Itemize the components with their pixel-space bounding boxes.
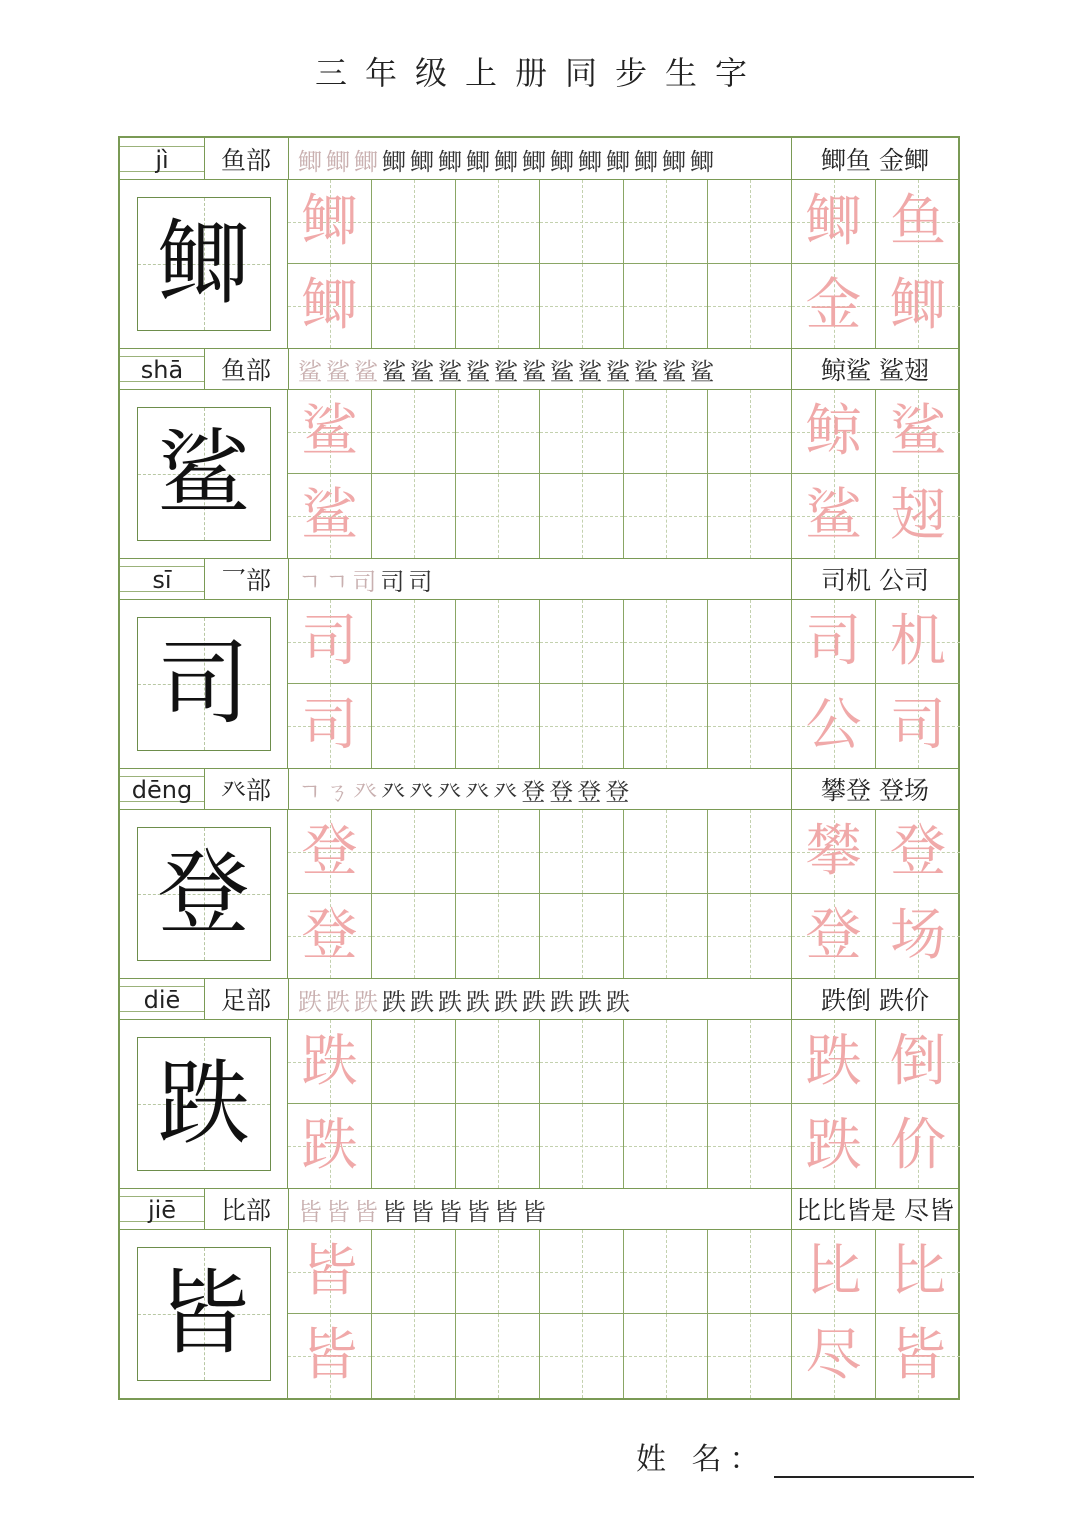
stroke-order-step: 跌 bbox=[438, 987, 462, 1016]
stroke-order-step: 皆 bbox=[494, 1197, 518, 1226]
writing-cell[interactable] bbox=[708, 684, 792, 768]
writing-cell[interactable] bbox=[456, 390, 540, 474]
example-words: 鲫鱼 金鲫 bbox=[821, 146, 929, 175]
writing-grid bbox=[288, 810, 958, 978]
writing-grid bbox=[288, 1020, 958, 1188]
page-title: 三年级上册同步生字 bbox=[314, 54, 765, 92]
writing-cell[interactable] bbox=[708, 894, 792, 978]
stroke-order-step: 鲫 bbox=[606, 147, 630, 176]
writing-cell[interactable] bbox=[372, 180, 456, 264]
stroke-order-step: 鲫 bbox=[298, 147, 322, 176]
stroke-order-step: 鲨 bbox=[578, 357, 602, 386]
pinyin-cell bbox=[120, 768, 205, 810]
word-trace-character: 攀 bbox=[805, 818, 862, 884]
writing-cell[interactable] bbox=[372, 1230, 456, 1314]
stroke-order-step: ㄱ bbox=[298, 777, 322, 806]
radical: 癶部 bbox=[204, 768, 289, 810]
writing-cell[interactable] bbox=[540, 1314, 624, 1398]
writing-cell[interactable] bbox=[540, 474, 624, 558]
radical: 足部 bbox=[204, 978, 289, 1020]
trace-cell[interactable] bbox=[288, 180, 372, 264]
word-trace-character: 鲨 bbox=[890, 398, 946, 464]
writing-cell[interactable] bbox=[456, 180, 540, 264]
stroke-order-step: 鲫 bbox=[326, 147, 350, 176]
writing-cell[interactable] bbox=[372, 894, 456, 978]
writing-cell[interactable] bbox=[624, 390, 708, 474]
trace-character: 司 bbox=[301, 608, 358, 674]
stroke-order-step: 皆 bbox=[382, 1197, 406, 1226]
stroke-order-step: 跌 bbox=[578, 987, 602, 1016]
writing-cell[interactable] bbox=[456, 264, 540, 348]
stroke-order-step: 鲫 bbox=[438, 147, 462, 176]
stroke-order-step: 皆 bbox=[354, 1197, 378, 1226]
writing-cell[interactable] bbox=[624, 684, 708, 768]
model-character: 登 bbox=[157, 840, 250, 947]
writing-grid bbox=[288, 1230, 958, 1398]
stroke-order-step: 皆 bbox=[410, 1197, 434, 1226]
writing-area bbox=[120, 1230, 958, 1399]
trace-cell[interactable] bbox=[288, 264, 372, 348]
pinyin-cell bbox=[120, 558, 205, 600]
stroke-order-step: 皆 bbox=[466, 1197, 490, 1226]
trace-character: 皆 bbox=[301, 1323, 358, 1388]
writing-cell[interactable] bbox=[372, 1020, 456, 1104]
stroke-order-step: 鲫 bbox=[354, 147, 378, 176]
word-trace-character: 登 bbox=[890, 818, 946, 884]
model-character-box bbox=[137, 827, 271, 961]
stroke-order-step: 鲫 bbox=[550, 147, 574, 176]
word-trace-character: 尽 bbox=[805, 1323, 862, 1388]
pinyin: jiē bbox=[147, 1196, 177, 1224]
example-words: 司机 公司 bbox=[821, 566, 929, 595]
writing-cell[interactable] bbox=[456, 474, 540, 558]
stroke-order-step: 癶 bbox=[465, 777, 490, 806]
word-trace-character: 公 bbox=[805, 693, 862, 758]
word-trace-cell[interactable] bbox=[876, 264, 960, 348]
word-trace-character: 比 bbox=[805, 1238, 862, 1304]
pinyin-cell bbox=[120, 1188, 205, 1230]
writing-cell[interactable] bbox=[372, 684, 456, 768]
writing-cell[interactable] bbox=[624, 600, 708, 684]
stroke-order-step: 鲨 bbox=[354, 357, 378, 386]
example-words: 比比皆是 尽皆 bbox=[796, 1196, 954, 1225]
stroke-order-step: 跌 bbox=[410, 987, 434, 1016]
stroke-order-step: 鲫 bbox=[466, 147, 490, 176]
writing-cell[interactable] bbox=[456, 600, 540, 684]
trace-character: 皆 bbox=[301, 1238, 358, 1304]
writing-cell[interactable] bbox=[540, 1020, 624, 1104]
word-trace-cell[interactable] bbox=[876, 1104, 960, 1188]
stroke-order-step: 鲨 bbox=[550, 357, 574, 386]
word-trace-character: 司 bbox=[890, 693, 946, 758]
word-trace-character: 鲫 bbox=[805, 188, 862, 254]
model-character-box bbox=[137, 197, 271, 331]
writing-cell[interactable] bbox=[540, 1230, 624, 1314]
trace-character: 登 bbox=[301, 818, 358, 884]
stroke-order-step: 跌 bbox=[354, 987, 378, 1016]
stroke-order-step: 跌 bbox=[298, 987, 322, 1016]
writing-cell[interactable] bbox=[456, 1020, 540, 1104]
character-block bbox=[120, 138, 958, 349]
model-character-cell bbox=[120, 1020, 288, 1188]
stroke-order-step: 跌 bbox=[382, 987, 406, 1016]
pinyin: jì bbox=[155, 146, 169, 174]
word-trace-character: 翅 bbox=[890, 483, 946, 548]
pinyin: diē bbox=[143, 986, 181, 1014]
stroke-order-step: 皆 bbox=[326, 1197, 350, 1226]
word-trace-cell[interactable] bbox=[792, 264, 876, 348]
trace-character: 司 bbox=[301, 693, 358, 758]
stroke-order-step: 癶 bbox=[381, 777, 406, 806]
trace-character: 鲫 bbox=[301, 273, 358, 338]
writing-cell[interactable] bbox=[624, 894, 708, 978]
pinyin: dēng bbox=[131, 776, 193, 804]
radical: 鱼部 bbox=[204, 138, 289, 180]
writing-cell[interactable] bbox=[708, 264, 792, 348]
word-trace-character: 皆 bbox=[890, 1323, 946, 1388]
word-trace-cell[interactable] bbox=[792, 180, 876, 264]
writing-cell[interactable] bbox=[372, 600, 456, 684]
writing-cell[interactable] bbox=[372, 810, 456, 894]
word-trace-cell[interactable] bbox=[876, 180, 960, 264]
writing-grid bbox=[288, 390, 958, 558]
writing-cell[interactable] bbox=[540, 390, 624, 474]
writing-cell[interactable] bbox=[624, 1230, 708, 1314]
model-character-cell bbox=[120, 1230, 288, 1398]
writing-cell[interactable] bbox=[372, 474, 456, 558]
stroke-order-step: 鲨 bbox=[494, 357, 518, 386]
writing-cell[interactable] bbox=[624, 1104, 708, 1188]
writing-cell[interactable] bbox=[624, 1020, 708, 1104]
word-trace-cell[interactable] bbox=[792, 810, 876, 894]
stroke-order-step: 登 bbox=[549, 777, 574, 806]
word-trace-character: 司 bbox=[805, 608, 862, 674]
writing-cell[interactable] bbox=[372, 1104, 456, 1188]
pinyin-cell bbox=[120, 978, 205, 1020]
word-trace-cell[interactable] bbox=[792, 600, 876, 684]
word-trace-cell[interactable] bbox=[876, 600, 960, 684]
model-character-box bbox=[137, 617, 271, 751]
writing-cell[interactable] bbox=[456, 1314, 540, 1398]
writing-cell[interactable] bbox=[708, 180, 792, 264]
stroke-order-step: 鲫 bbox=[662, 147, 686, 176]
character-header-row bbox=[120, 138, 958, 180]
model-character: 司 bbox=[157, 630, 250, 737]
character-header-row bbox=[120, 768, 958, 810]
stroke-order-step: 跌 bbox=[606, 987, 630, 1016]
word-trace-character: 价 bbox=[890, 1113, 946, 1178]
writing-area bbox=[120, 810, 958, 979]
stroke-order-step: 癶 bbox=[353, 777, 378, 806]
trace-cell[interactable] bbox=[288, 1104, 372, 1188]
writing-cell[interactable] bbox=[456, 1230, 540, 1314]
pinyin-cell bbox=[120, 348, 205, 390]
word-trace-character: 跌 bbox=[805, 1113, 862, 1178]
stroke-order-step: 鲨 bbox=[522, 357, 546, 386]
stroke-order-step: 司 bbox=[380, 567, 405, 596]
writing-cell[interactable] bbox=[540, 810, 624, 894]
word-trace-character: 鲫 bbox=[890, 273, 946, 338]
stroke-order-step: 癶 bbox=[437, 777, 462, 806]
word-trace-cell[interactable] bbox=[876, 810, 960, 894]
character-header-row bbox=[120, 978, 958, 1020]
stroke-order bbox=[288, 1188, 792, 1230]
stroke-order-step: 鲨 bbox=[634, 357, 658, 386]
trace-cell[interactable] bbox=[288, 810, 372, 894]
writing-cell[interactable] bbox=[624, 264, 708, 348]
stroke-order-step: 司 bbox=[352, 567, 377, 596]
writing-cell[interactable] bbox=[708, 810, 792, 894]
stroke-order-step: 鲫 bbox=[634, 147, 658, 176]
character-block bbox=[120, 348, 958, 559]
stroke-order-step: 跌 bbox=[326, 987, 350, 1016]
character-block bbox=[120, 978, 958, 1189]
word-trace-character: 金 bbox=[805, 273, 862, 338]
word-trace-cell[interactable] bbox=[876, 1020, 960, 1104]
word-trace-character: 登 bbox=[805, 903, 862, 968]
stroke-order-step: 皆 bbox=[438, 1197, 462, 1226]
stroke-order-step: 鲨 bbox=[326, 357, 350, 386]
stroke-order-step: 鲫 bbox=[410, 147, 434, 176]
model-character: 跌 bbox=[157, 1050, 250, 1157]
writing-cell[interactable] bbox=[708, 390, 792, 474]
writing-cell[interactable] bbox=[456, 684, 540, 768]
writing-cell[interactable] bbox=[540, 600, 624, 684]
model-character-cell bbox=[120, 390, 288, 558]
stroke-order-step: 跌 bbox=[494, 987, 518, 1016]
writing-cell[interactable] bbox=[708, 1314, 792, 1398]
stroke-order-step: 鲨 bbox=[606, 357, 630, 386]
trace-character: 鲨 bbox=[301, 483, 358, 548]
word-trace-cell[interactable] bbox=[792, 474, 876, 558]
writing-cell[interactable] bbox=[708, 1020, 792, 1104]
writing-area bbox=[120, 600, 958, 769]
stroke-order-step: 鲫 bbox=[494, 147, 518, 176]
stroke-order-step: 跌 bbox=[522, 987, 546, 1016]
model-character: 鲨 bbox=[157, 420, 250, 527]
stroke-order-step: 鲨 bbox=[382, 357, 406, 386]
model-character: 皆 bbox=[157, 1260, 250, 1367]
writing-area bbox=[120, 180, 958, 349]
writing-grid bbox=[288, 180, 958, 348]
trace-cell[interactable] bbox=[288, 1314, 372, 1398]
writing-cell[interactable] bbox=[540, 684, 624, 768]
trace-cell[interactable] bbox=[288, 1020, 372, 1104]
example-words: 攀登 登场 bbox=[821, 776, 929, 805]
writing-cell[interactable] bbox=[372, 264, 456, 348]
word-trace-character: 机 bbox=[890, 608, 946, 674]
stroke-order-step: 跌 bbox=[550, 987, 574, 1016]
character-block bbox=[120, 768, 958, 979]
character-block bbox=[120, 558, 958, 769]
stroke-order-step: 登 bbox=[521, 777, 546, 806]
word-trace-character: 鲸 bbox=[805, 398, 862, 464]
writing-cell[interactable] bbox=[456, 810, 540, 894]
word-trace-cell[interactable] bbox=[792, 390, 876, 474]
writing-cell[interactable] bbox=[708, 474, 792, 558]
pinyin-cell bbox=[120, 138, 205, 180]
writing-cell[interactable] bbox=[372, 1314, 456, 1398]
word-trace-character: 跌 bbox=[805, 1028, 862, 1094]
stroke-order-step: 鲨 bbox=[410, 357, 434, 386]
stroke-order-step: 司 bbox=[408, 567, 433, 596]
writing-cell[interactable] bbox=[456, 894, 540, 978]
stroke-order-step: ㄱ bbox=[298, 567, 322, 596]
stroke-order-step: 鲫 bbox=[578, 147, 602, 176]
model-character-box bbox=[137, 407, 271, 541]
word-trace-cell[interactable] bbox=[876, 474, 960, 558]
writing-cell[interactable] bbox=[624, 1314, 708, 1398]
stroke-order-step: 鲨 bbox=[298, 357, 322, 386]
stroke-order-step: 鲫 bbox=[690, 147, 714, 176]
stroke-order-step: 登 bbox=[605, 777, 630, 806]
trace-character: 跌 bbox=[301, 1028, 358, 1094]
name-label: 姓 名： bbox=[636, 1442, 768, 1477]
stroke-order-step: 鲫 bbox=[382, 147, 406, 176]
model-character-cell bbox=[120, 180, 288, 348]
stroke-order-step: 皆 bbox=[298, 1197, 322, 1226]
word-trace-cell[interactable] bbox=[792, 1020, 876, 1104]
character-header-row bbox=[120, 348, 958, 390]
character-header-row bbox=[120, 558, 958, 600]
writing-cell[interactable] bbox=[372, 390, 456, 474]
trace-character: 鲨 bbox=[301, 398, 358, 464]
stroke-order-step: 鲫 bbox=[522, 147, 546, 176]
writing-area bbox=[120, 1020, 958, 1189]
trace-cell[interactable] bbox=[288, 1230, 372, 1314]
stroke-order-step: 跌 bbox=[466, 987, 490, 1016]
trace-character: 跌 bbox=[301, 1113, 358, 1178]
stroke-order bbox=[288, 138, 792, 180]
character-header-row bbox=[120, 1188, 958, 1230]
stroke-order bbox=[288, 348, 792, 390]
stroke-order-step: 癶 bbox=[493, 777, 518, 806]
writing-cell[interactable] bbox=[624, 810, 708, 894]
writing-cell[interactable] bbox=[540, 1104, 624, 1188]
word-trace-character: 鲨 bbox=[805, 483, 862, 548]
word-trace-character: 倒 bbox=[890, 1028, 946, 1094]
stroke-order-step: 鲨 bbox=[662, 357, 686, 386]
stroke-order-step: 癶 bbox=[409, 777, 434, 806]
stroke-order-step: ㄋ bbox=[325, 777, 350, 806]
writing-area bbox=[120, 390, 958, 559]
word-trace-cell[interactable] bbox=[792, 1104, 876, 1188]
word-trace-character: 鱼 bbox=[890, 188, 946, 254]
trace-cell[interactable] bbox=[288, 390, 372, 474]
pinyin: shā bbox=[140, 356, 184, 384]
writing-cell[interactable] bbox=[624, 180, 708, 264]
trace-cell[interactable] bbox=[288, 894, 372, 978]
character-block bbox=[120, 1188, 958, 1399]
trace-cell[interactable] bbox=[288, 684, 372, 768]
stroke-order-step: 鲨 bbox=[438, 357, 462, 386]
pinyin: sī bbox=[152, 566, 172, 594]
name-field bbox=[636, 1434, 974, 1478]
writing-cell[interactable] bbox=[540, 180, 624, 264]
writing-cell[interactable] bbox=[708, 1104, 792, 1188]
word-trace-cell[interactable] bbox=[876, 684, 960, 768]
word-trace-cell[interactable] bbox=[876, 1230, 960, 1314]
writing-grid bbox=[288, 600, 958, 768]
stroke-order bbox=[288, 978, 792, 1020]
writing-cell[interactable] bbox=[540, 894, 624, 978]
word-trace-cell[interactable] bbox=[876, 390, 960, 474]
writing-cell[interactable] bbox=[708, 1230, 792, 1314]
stroke-order-step: 皆 bbox=[522, 1197, 546, 1226]
stroke-order-step: 登 bbox=[577, 777, 602, 806]
stroke-order bbox=[288, 768, 792, 810]
word-trace-cell[interactable] bbox=[792, 1230, 876, 1314]
word-trace-cell[interactable] bbox=[876, 894, 960, 978]
word-trace-character: 比 bbox=[890, 1238, 946, 1304]
character-practice-grid bbox=[118, 136, 960, 1400]
writing-cell[interactable] bbox=[456, 1104, 540, 1188]
name-blank-line[interactable] bbox=[774, 1448, 974, 1478]
stroke-order-step: 鲨 bbox=[690, 357, 714, 386]
trace-character: 鲫 bbox=[301, 188, 358, 254]
model-character: 鲫 bbox=[157, 210, 250, 317]
stroke-order-step: 鲨 bbox=[466, 357, 490, 386]
word-trace-cell[interactable] bbox=[792, 1314, 876, 1398]
word-trace-character: 场 bbox=[890, 903, 946, 968]
stroke-order-step: ㄱ bbox=[325, 567, 349, 596]
model-character-cell bbox=[120, 810, 288, 978]
writing-cell[interactable] bbox=[624, 474, 708, 558]
trace-cell[interactable] bbox=[288, 474, 372, 558]
word-trace-cell[interactable] bbox=[792, 894, 876, 978]
example-words: 鲸鲨 鲨翅 bbox=[821, 356, 929, 385]
radical: 乛部 bbox=[204, 558, 289, 600]
word-trace-cell[interactable] bbox=[792, 684, 876, 768]
writing-cell[interactable] bbox=[540, 264, 624, 348]
radical: 比部 bbox=[204, 1188, 289, 1230]
model-character-box bbox=[137, 1247, 271, 1381]
model-character-cell bbox=[120, 600, 288, 768]
trace-cell[interactable] bbox=[288, 600, 372, 684]
radical: 鱼部 bbox=[204, 348, 289, 390]
stroke-order bbox=[288, 558, 792, 600]
model-character-box bbox=[137, 1037, 271, 1171]
writing-cell[interactable] bbox=[708, 600, 792, 684]
word-trace-cell[interactable] bbox=[876, 1314, 960, 1398]
example-words: 跌倒 跌价 bbox=[821, 986, 929, 1015]
trace-character: 登 bbox=[301, 903, 358, 968]
